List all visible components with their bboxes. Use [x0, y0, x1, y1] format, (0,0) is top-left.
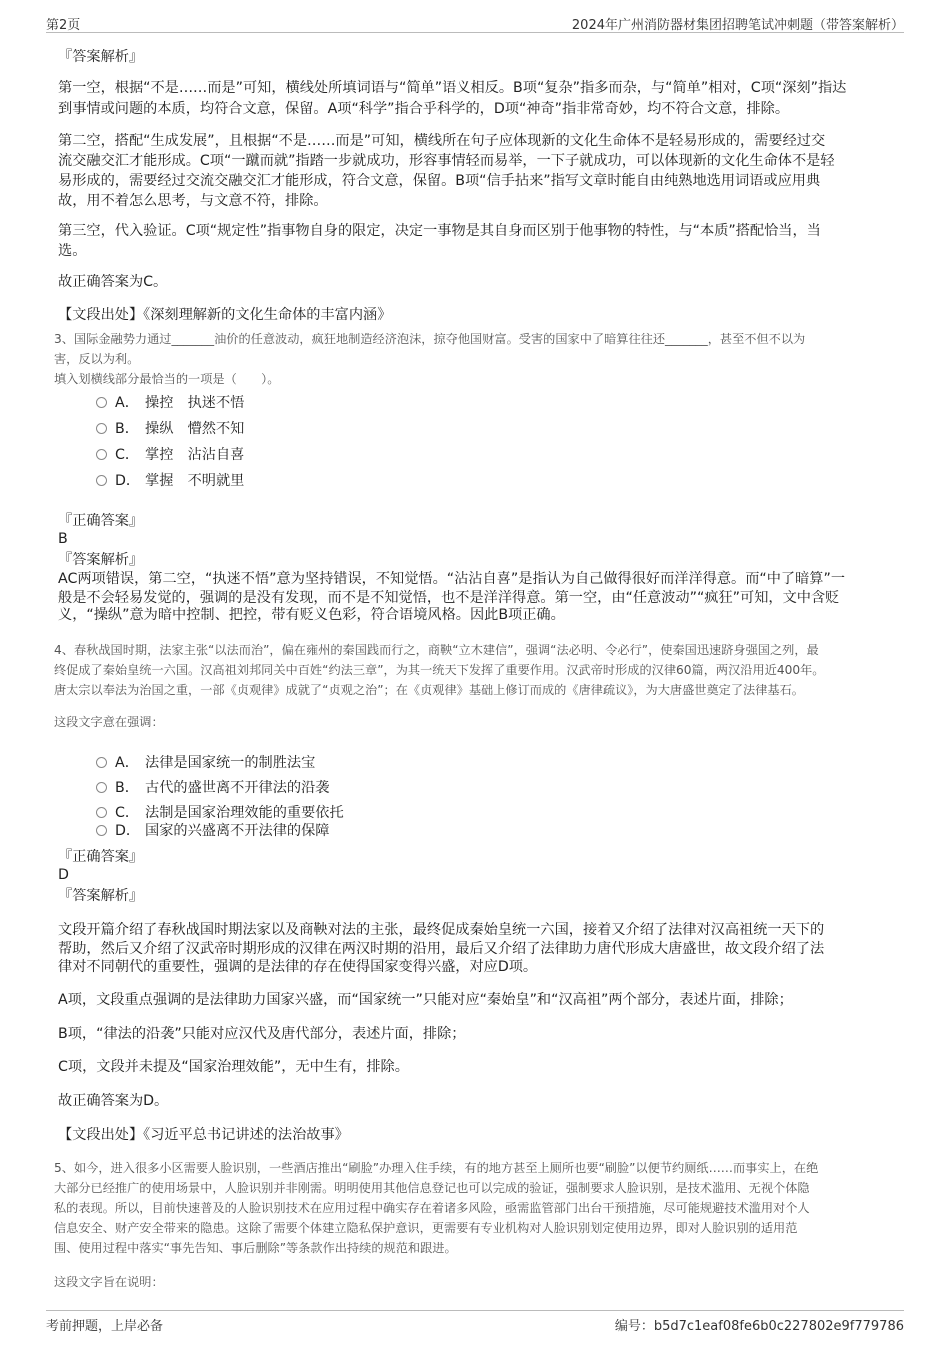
q3-stem-line1: 3、国际金融势力通过_______油价的任意波动，疯狂地制造经济泡沫，掠夺他国财富。受害的国家中了暗算往往还_______，甚至不但不以为 [54, 332, 806, 346]
q2-analysis-p3-line1: 第三空，代入验证。C项“规定性”指事物自身的限定，决定一事物是其自身而区别于他事物的特性，与“本质”搭配恰当，当 [58, 223, 821, 239]
q4-answer-title: 『正确答案』 [58, 849, 144, 865]
option-text: 操纵 懵然不知 [145, 421, 245, 437]
option-text: 掌握 不明就里 [145, 473, 245, 489]
q5-stem-line1: 5、如今，进入很多小区需要人脸识别，一些酒店推出“刷脸”办理入住手续，有的地方甚至上厕所也要“刷脸”以便节约厕纸……而事实上，在绝 [54, 1161, 819, 1175]
q4-analysis-title: 『答案解析』 [58, 888, 144, 904]
q4-option-d[interactable] [96, 820, 329, 840]
option-text: 掌控 沾沾自喜 [145, 447, 245, 463]
option-key: A． [115, 395, 139, 411]
q2-analysis-p3-line2: 选。 [58, 243, 87, 259]
q5-prompt: 这段文字旨在说明： [54, 1275, 164, 1289]
q2-analysis-p2-line4: 故，用不着怎么思考，与文意不符，排除。 [58, 193, 328, 209]
option-key: C． [115, 447, 140, 463]
option-text: 古代的盛世离不开律法的沿袭 [145, 780, 330, 796]
q4-option-c[interactable] [96, 802, 344, 822]
option-key: D． [115, 473, 141, 489]
q3-option-a[interactable] [96, 392, 244, 412]
option-text: 法律是国家统一的制胜法宝 [145, 755, 316, 771]
q2-analysis-p2-line1: 第二空，搭配“生成发展”，且根据“不是……而是”可知，横线所在句子应体现新的文化生命体不是轻易形成的，需要经过交 [58, 133, 826, 149]
q2-conclusion: 故正确答案为C。 [58, 274, 168, 290]
q4-analysis-p1-line1: 文段开篇介绍了春秋战国时期法家以及商鞅对法的主张，最终促成秦始皇统一六国，接着又介绍了法律对汉高祖统一天下的 [58, 922, 825, 938]
option-key: B． [115, 421, 139, 437]
q3-option-c[interactable] [96, 444, 244, 464]
q2-analysis-p2-line2: 流交融交汇才能形成。C项“一蹴而就”指踏一步就成功，形容事情轻而易举，一下子就成功，可以体现新的文化生命体不是轻 [58, 153, 835, 169]
radio-icon[interactable] [96, 825, 107, 836]
q4-answer: D [58, 867, 69, 883]
option-text: 操控 执迷不悟 [145, 395, 245, 411]
radio-icon[interactable] [96, 423, 107, 434]
page-number: 第2页 [46, 18, 81, 33]
q4-stem-line3: 唐太宗以奉法为治国之重，一部《贞观律》成就了“贞观之治”；在《贞观律》基础上修订而成的《唐律疏议》，为大唐盛世奠定了法律基石。 [54, 683, 804, 697]
q4-analysis-option-c: C项，文段并未提及“国家治理效能”，无中生有，排除。 [58, 1059, 409, 1075]
q3-analysis-line3: 义，“操纵”意为暗中控制、把控，带有贬义色彩，符合语境风格。因此B项正确。 [58, 607, 565, 623]
q5-stem-line4: 信息安全、财产安全带来的隐患。这除了需要个体建立隐私保护意识，更需要有专业机构对人脸识别划定使用边界，即对人脸识别的适用范 [54, 1221, 798, 1235]
radio-icon[interactable] [96, 449, 107, 460]
document-title: 2024年广州消防器材集团招聘笔试冲刺题（带答案解析） [571, 18, 904, 33]
q4-option-a[interactable] [96, 752, 315, 772]
radio-icon[interactable] [96, 475, 107, 486]
q5-stem-line3: 私的表现。所以，目前快速普及的人脸识别技术在应用过程中确实存在着诸多风险，亟需监管部门出台干预措施，尽可能规避技术滥用对个人 [54, 1201, 810, 1215]
q2-analysis-p1-line2: 到事情或问题的本质，均符合文意，保留。A项“科学”指合乎科学的，D项“神奇”指非常奇妙，均不符合文意，排除。 [58, 101, 790, 117]
radio-icon[interactable] [96, 757, 107, 768]
option-key: D． [115, 823, 141, 839]
option-text: 国家的兴盛离不开法律的保障 [145, 823, 330, 839]
q4-analysis-p1-line2: 帮助，然后又介绍了汉武帝时期形成的汉律在两汉时期的沿用，最后又介绍了法律助力唐代形成大唐盛世，故文段介绍了法 [58, 941, 825, 957]
q2-analysis-title: 『答案解析』 [58, 49, 144, 65]
footer-slogan: 考前押题，上岸必备 [46, 1319, 164, 1334]
q4-analysis-p1-line3: 律对不同朝代的重要性，强调的是法律的存在使得国家变得兴盛，对应D项。 [58, 959, 538, 975]
q3-stem-line2: 害，反以为利。 [54, 352, 140, 366]
page-header [46, 12, 904, 33]
q4-conclusion: 故正确答案为D。 [58, 1093, 169, 1109]
q4-option-b[interactable] [96, 777, 329, 797]
q3-analysis-line2: 般是不会轻易发觉的，强调的是没有发现，而不是不知觉悟，也不是洋洋得意。第一空，由“任意波动”“疯狂”可知，文中含贬 [58, 590, 840, 606]
radio-icon[interactable] [96, 397, 107, 408]
radio-icon[interactable] [96, 807, 107, 818]
q4-stem-line1: 4、春秋战国时期，法家主张“以法而治”，偏在雍州的秦国践而行之，商鞅“立木建信”，强调“法必明、令必行”，使秦国迅速跻身强国之列，最 [54, 643, 819, 657]
q4-stem-line2: 终促成了秦始皇统一六国。汉高祖刘邦同关中百姓“约法三章”，为其一统天下发挥了重要作用。汉武帝时形成的汉律60篇，两汉沿用近400年。 [54, 663, 825, 677]
option-text: 法制是国家治理效能的重要依托 [145, 805, 344, 821]
option-key: C． [115, 805, 140, 821]
q5-stem-line2: 大部分已经推广的使用场景中，人脸识别并非刚需。明明使用其他信息登记也可以完成的验证，强制要求人脸识别，是技术滥用、无视个体隐 [54, 1181, 810, 1195]
q4-analysis-option-a: A项，文段重点强调的是法律助力国家兴盛，而“国家统一”只能对应“秦始皇”和“汉高祖”两个部分，表述片面，排除； [58, 992, 793, 1008]
q4-source: 【文段出处】《习近平总书记讲述的法治故事》 [58, 1127, 349, 1143]
radio-icon[interactable] [96, 782, 107, 793]
option-key: B． [115, 780, 139, 796]
q5-stem-line5: 围、使用过程中落实“事先告知、事后删除”等条款作出持续的规范和跟进。 [54, 1241, 457, 1255]
q2-source: 【文段出处】《深刻理解新的文化生命体的丰富内涵》 [58, 307, 392, 323]
q3-analysis-line1: AC两项错误，第二空，“执迷不悟”意为坚持错误，不知觉悟。“沾沾自喜”是指认为自己做得很好而洋洋得意。而“中了暗算”一 [58, 571, 846, 587]
q3-option-d[interactable] [96, 470, 244, 490]
q2-analysis-p2-line3: 易形成的，需要经过交流交融交汇才能形成，符合文意，保留。B项“信手拈来”指写文章时能自由纯熟地选用词语或应用典 [58, 173, 821, 189]
q3-prompt: 填入划横线部分最恰当的一项是（ ）。 [54, 372, 280, 386]
option-key: A． [115, 755, 139, 771]
q3-answer-title: 『正确答案』 [58, 513, 144, 529]
page-footer [46, 1310, 904, 1335]
q4-prompt: 这段文字意在强调： [54, 715, 164, 729]
q3-analysis-title: 『答案解析』 [58, 552, 144, 568]
document-id: 编号：b5d7c1eaf08fe6b0c227802e9f779786 [614, 1319, 904, 1334]
q3-option-b[interactable] [96, 418, 244, 438]
q2-analysis-p1-line1: 第一空，根据“不是……而是”可知，横线处所填词语与“简单”语义相反。B项“复杂”指多而杂，与“简单”相对，C项“深刻”指达 [58, 80, 847, 96]
q4-analysis-option-b: B项，“律法的沿袭”只能对应汉代及唐代部分，表述片面，排除； [58, 1026, 466, 1042]
q3-answer: B [58, 531, 68, 547]
